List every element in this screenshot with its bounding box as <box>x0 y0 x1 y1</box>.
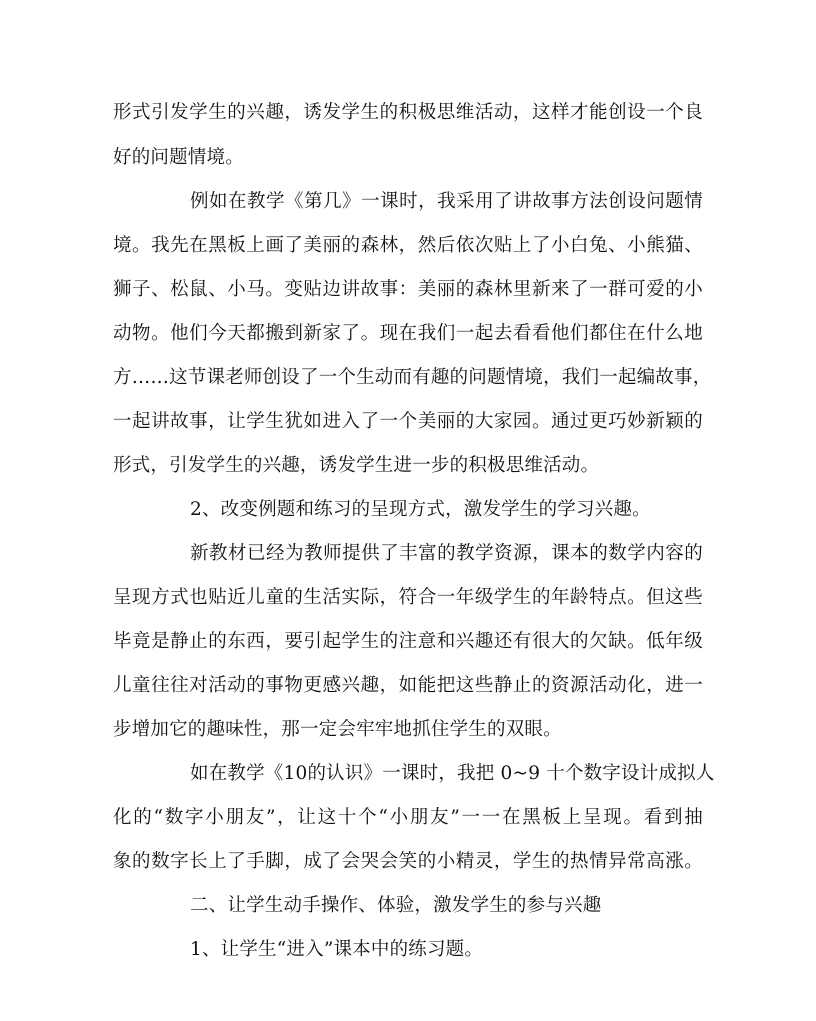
subsection-heading-1: 1、让学生“进入”课本中的练习题。 <box>190 939 484 960</box>
text-line-8: 一起讲故事，让学生犹如进入了一个美丽的大家园。通过更巧妙新颖的 <box>113 411 703 432</box>
text-line-11: 新教材已经为教师提供了丰富的教学资源，课本的数学内容的 <box>190 543 703 564</box>
text-line-16: 如在教学《10的认识》一课时，我把 0~9 十个数字设计成拟人 <box>190 763 715 784</box>
text-line-6: 动物。他们今天都搬到新家了。现在我们一起去看看他们都住在什么地 <box>113 323 703 344</box>
text-line-14: 儿童往往对活动的事物更感兴趣，如能把这些静止的资源活动化，进一 <box>113 675 703 696</box>
text-line-5: 狮子、松鼠、小马。变贴边讲故事：美丽的森林里新来了一群可爱的小 <box>113 279 703 300</box>
text-line-15: 步增加它的趣味性，那一定会牢牢地抓住学生的双眼。 <box>113 719 562 740</box>
text-line-17: 化的“数字小朋友”，让这十个“小朋友”一一在黑板上呈现。看到抽 <box>113 807 703 828</box>
text-line-9: 形式，引发学生的兴趣，诱发学生进一步的积极思维活动。 <box>113 455 600 476</box>
text-line-7: 方……这节课老师创设了一个生动而有趣的问题情境，我们一起编故事， <box>113 367 712 388</box>
section-heading-two: 二、让学生动手操作、体验，激发学生的参与兴趣 <box>190 895 602 916</box>
text-line-1: 形式引发学生的兴趣，诱发学生的积极思维活动，这样才能创设一个良 <box>113 102 703 123</box>
text-line-12: 呈现方式也贴近儿童的生活实际，符合一年级学生的年龄特点。但这些 <box>113 587 703 608</box>
section-heading-2: 2、改变例题和练习的呈现方式，激发学生的学习兴趣。 <box>190 499 651 520</box>
text-line-3: 例如在教学《第几》一课时，我采用了讲故事方法创设问题情 <box>190 191 703 212</box>
text-line-4: 境。我先在黑板上画了美丽的森林，然后依次贴上了小白兔、小熊猫、 <box>113 235 703 256</box>
text-line-13: 毕竟是静止的东西，要引起学生的注意和兴趣还有很大的欠缺。低年级 <box>113 631 703 652</box>
text-line-18: 象的数字长上了手脚，成了会哭会笑的小精灵，学生的热情异常高涨。 <box>113 851 703 872</box>
text-line-2: 好的问题情境。 <box>113 147 244 168</box>
